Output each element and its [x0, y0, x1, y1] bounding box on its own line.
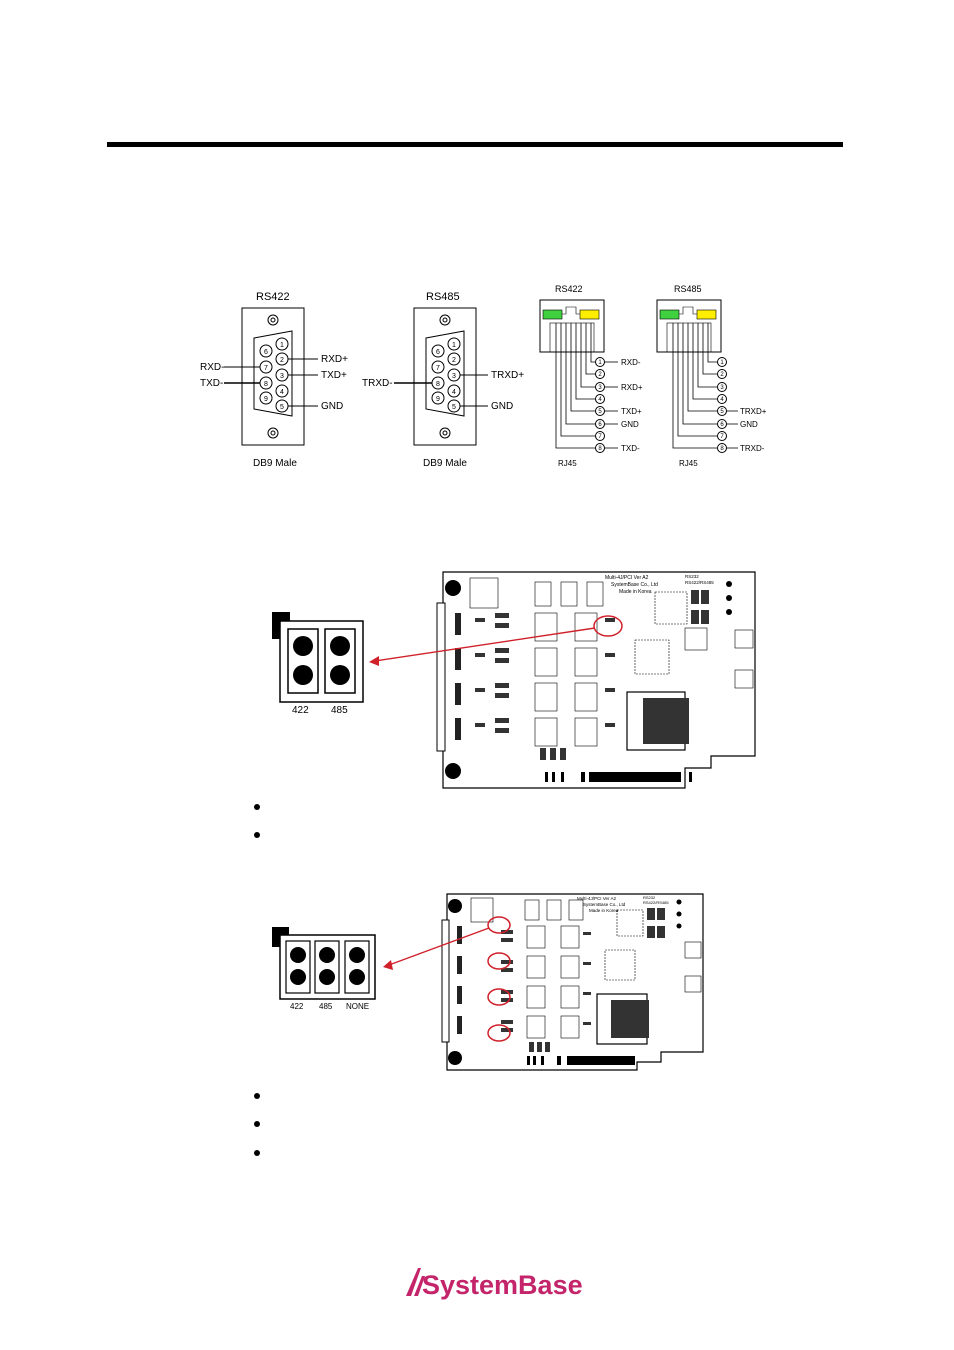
rj45-rs422-pin-5: 5: [598, 409, 602, 415]
board-legend2: RS422/RS485: [685, 580, 714, 585]
rj45-rs485-trxd-minus: TRXD-: [740, 444, 765, 453]
rj45-rs485-trxd-plus: TRXD+: [740, 407, 767, 416]
board-bottom-silk-line3: Made in Korea: [589, 908, 619, 913]
db9-rs485-title: RS485: [426, 291, 460, 303]
db9-rs422-diagram: [190, 283, 360, 473]
jumper-three-label-485: 485: [319, 1002, 333, 1011]
pointer-arrow-head-2: [383, 960, 393, 970]
rj45-rs485-pin-5: 5: [720, 409, 724, 415]
rj45-rs485-title: RS485: [674, 284, 702, 294]
board-legend1: RS232: [685, 574, 699, 579]
board-bottom-silk-line1: Multi-4J/PCI Ver A2: [577, 896, 617, 901]
jumper-block-two: [272, 612, 363, 702]
bullet-4: [254, 1121, 260, 1127]
bullet-3: [254, 1093, 260, 1099]
db9-rs485-pin-5: 5: [452, 404, 456, 411]
db9-rs422-txd-minus: TXD-: [200, 378, 224, 389]
bullet-2: [254, 832, 260, 838]
db9-rs422-pin-3: 3: [280, 373, 284, 380]
rj45-rs422-pin-7: 7: [598, 434, 602, 440]
db9-rs422-pin-2: 2: [280, 357, 284, 364]
db9-rs485-pin-1: 1: [452, 342, 456, 349]
jumper-three-label-422: 422: [290, 1002, 304, 1011]
pointer-arrow-head: [369, 656, 379, 666]
rj45-rs485-caption: RJ45: [679, 459, 698, 468]
db9-rs422-pin-7: 7: [264, 365, 268, 372]
db9-rs485-pin-6: 6: [436, 349, 440, 356]
board-image-top: [437, 572, 755, 788]
db9-rs422-gnd: GND: [321, 401, 344, 412]
db9-rs485-trxd-plus: TRXD+: [491, 370, 525, 381]
rj45-rs485-pin-4: 4: [720, 397, 724, 403]
rj45-rs422-title: RS422: [555, 284, 583, 294]
db9-rs422-caption: DB9 Male: [253, 458, 297, 469]
rj45-rs485-pin-2: 2: [720, 372, 724, 378]
db9-rs422-title: RS422: [256, 291, 290, 303]
bullet-5: [254, 1150, 260, 1156]
db9-rs422-pin-1: 1: [280, 342, 284, 349]
board-silk-line2: SystemBase Co., Ltd: [611, 582, 658, 588]
rj45-rs485-gnd: GND: [740, 420, 758, 429]
db9-rs485-trxd-minus: TRXD-: [362, 378, 393, 389]
db9-rs485-pin-3: 3: [452, 373, 456, 380]
rj45-rs485-diagram: [655, 283, 780, 473]
systembase-logo: [404, 1262, 584, 1302]
rj45-rs422-pin-1: 1: [598, 360, 602, 366]
db9-rs422-pin-9: 9: [264, 396, 268, 403]
db9-rs422-pin-5: 5: [280, 404, 284, 411]
db9-rs485-gnd: GND: [491, 401, 514, 412]
db9-rs422-rxd-minus: RXD-: [200, 362, 225, 373]
db9-rs422-pin-4: 4: [280, 389, 284, 396]
db9-rs485-pin-8: 8: [436, 381, 440, 388]
jumper-two-label-422: 422: [292, 705, 309, 716]
board-bottom-silk-line2: SystemBase Co., Ltd: [583, 902, 626, 907]
db9-rs485-pin-9: 9: [436, 396, 440, 403]
board-image-bottom: [442, 894, 703, 1070]
rj45-rs422-gnd: GND: [621, 420, 639, 429]
rj45-rs422-caption: RJ45: [558, 459, 577, 468]
db9-rs422-txd-plus: TXD+: [321, 370, 347, 381]
header-rule: [107, 142, 843, 147]
rj45-rs422-pin-8: 8: [598, 446, 602, 452]
board-silk-line1: Multi-4J/PCI Ver A2: [605, 575, 649, 581]
db9-rs485-pin-7: 7: [436, 365, 440, 372]
rj45-rs422-txd-minus: TXD-: [621, 444, 640, 453]
rj45-rs422-green-led: [543, 310, 562, 319]
db9-rs485-pin-2: 2: [452, 357, 456, 364]
rj45-rs422-pin-6: 6: [598, 422, 602, 428]
rj45-rs485-green-led: [660, 310, 679, 319]
rj45-rs422-txd-plus: TXD+: [621, 407, 642, 416]
rj45-rs485-pin-1: 1: [720, 360, 724, 366]
jumper-figure-three-position: [265, 890, 715, 1075]
rj45-rs485-yellow-led: [697, 310, 716, 319]
jumper-three-label-none: NONE: [346, 1002, 370, 1011]
rj45-rs422-diagram: [538, 283, 658, 473]
jumper-two-label-485: 485: [331, 705, 348, 716]
db9-rs485-caption: DB9 Male: [423, 458, 467, 469]
rj45-rs485-pin-7: 7: [720, 434, 724, 440]
db9-rs485-pin-4: 4: [452, 389, 456, 396]
db9-rs422-pin-8: 8: [264, 381, 268, 388]
rj45-rs422-yellow-led: [580, 310, 599, 319]
rj45-rs422-pin-2: 2: [598, 372, 602, 378]
bullet-1: [254, 804, 260, 810]
jumper-figure-two-position: [265, 568, 760, 790]
rj45-rs422-rxd-minus: RXD-: [621, 358, 641, 367]
logo-wordmark: SystemBase: [422, 1270, 583, 1300]
rj45-rs422-rxd-plus: RXD+: [621, 383, 643, 392]
rj45-rs485-pin-6: 6: [720, 422, 724, 428]
board-bottom-legend1: RS232: [643, 895, 656, 900]
db9-rs422-pin-6: 6: [264, 349, 268, 356]
jumper-block-three: [272, 927, 375, 999]
db9-rs422-rxd-plus: RXD+: [321, 354, 348, 365]
rj45-rs422-pin-3: 3: [598, 385, 602, 391]
rj45-rs422-pin-4: 4: [598, 397, 602, 403]
rj45-rs485-pin-8: 8: [720, 446, 724, 452]
db9-rs485-diagram: [360, 283, 535, 473]
board-silk-line3: Made in Korea: [619, 589, 652, 595]
board-bottom-legend2: RS422/RS485: [643, 900, 669, 905]
rj45-rs485-pin-3: 3: [720, 385, 724, 391]
